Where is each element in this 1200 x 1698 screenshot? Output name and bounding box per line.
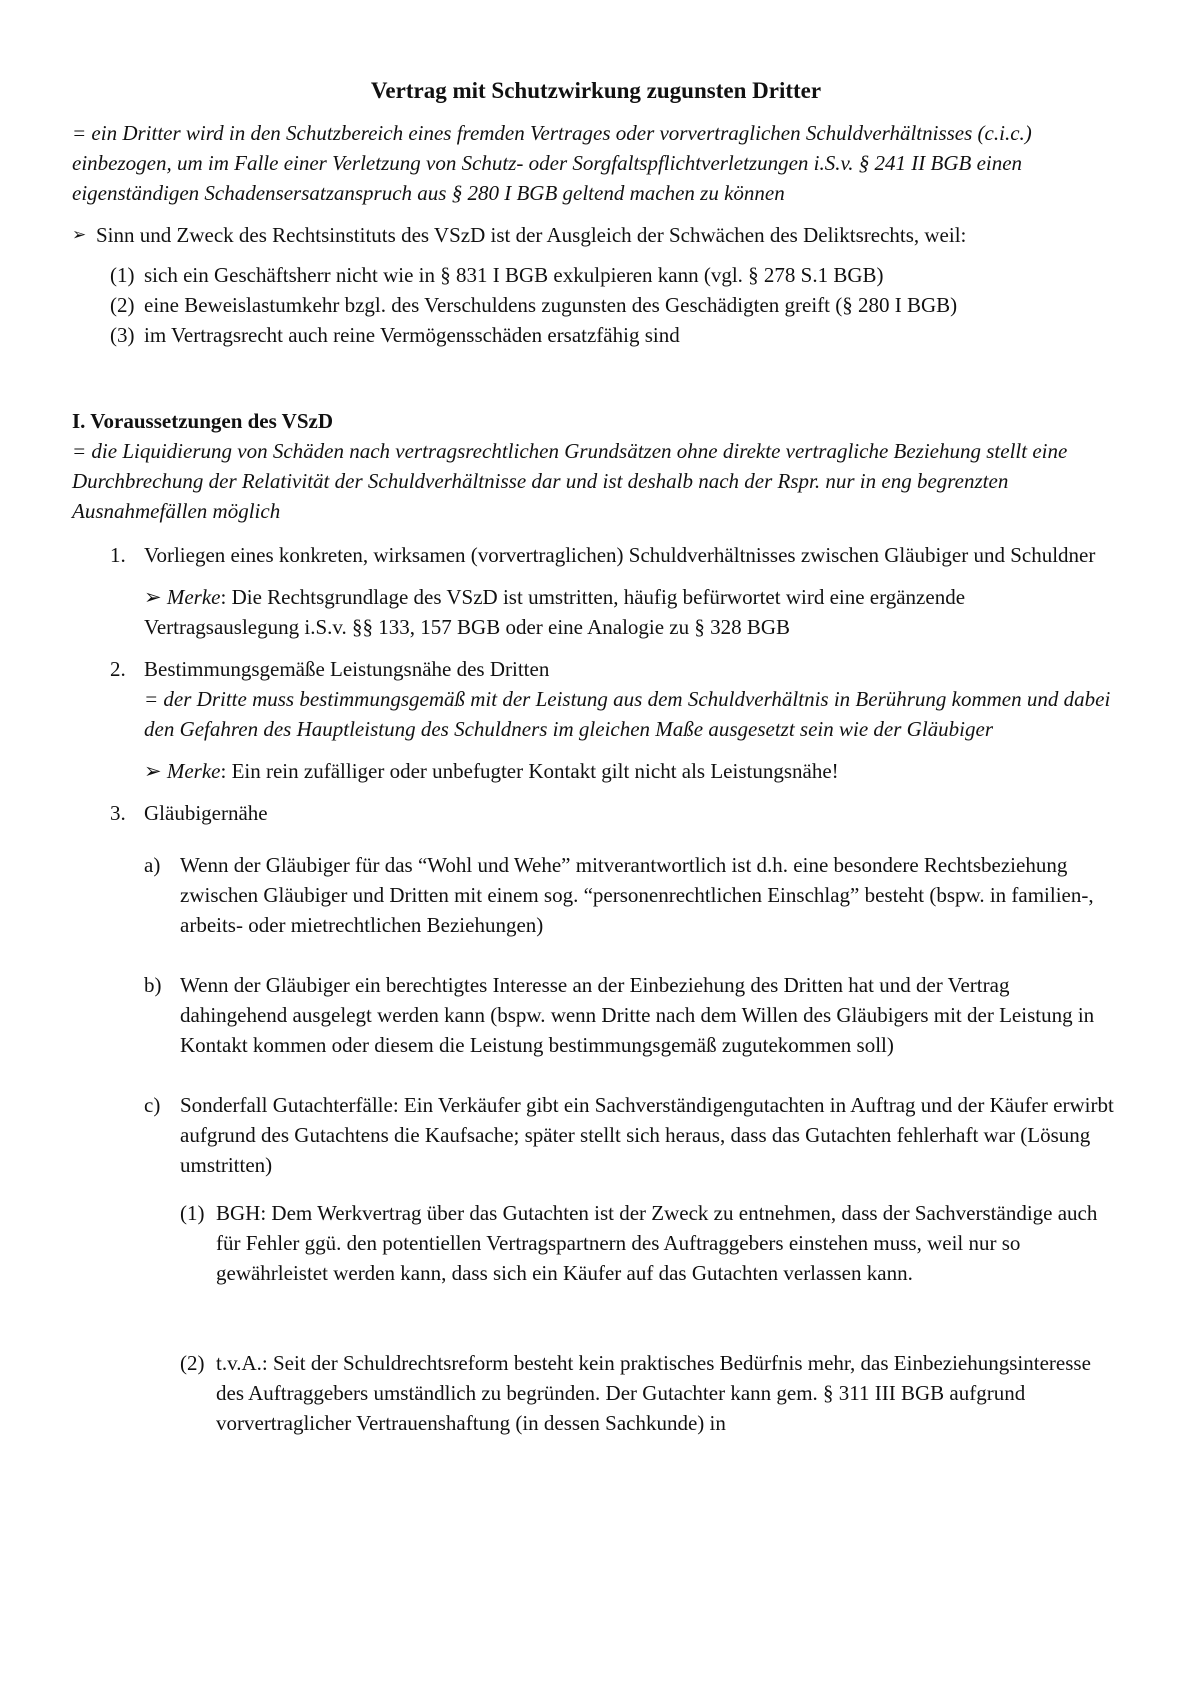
list-item-text: eine Beweislastumkehr bzgl. des Verschuldens zugunsten des Geschädigten greift (§ 280 I BGB) [144,293,958,317]
page-title: Vertrag mit Schutzwirkung zugunsten Dritter [370,78,822,103]
requirement-text: Bestimmungsgemäße Leistungsnähe des Dritten [144,657,550,681]
list-item-label: (2) [110,293,135,317]
merke-text: : Ein rein zufälliger oder unbefugter Kontakt gilt nicht als Leistungsnähe! [220,759,839,783]
requirement-item [110,540,1120,642]
purpose-text: Sinn und Zweck des Rechtsinstituts des VSzD ist der Ausgleich der Schwächen des Deliktsrechts, weil: [96,223,967,247]
list-item-label: (3) [110,323,135,347]
arrow-bullet-icon: ➢ [144,585,162,609]
definition-text: = ein Dritter wird in den Schutzbereich eines fremden Vertrages oder vorvertraglichen Schuldverhältnisses (c.i.c.) einbezogen, um im Falle einer Verletzung von Schutz- oder Sorgfaltspflichtverletzungen i.S.v. § 241 II BGB einen eigenständigen Schadensersatzanspruch aus § 280 I BGB geltend machen zu können [72,121,1032,205]
arrow-bullet-icon: ➢ [144,759,162,783]
sub-item-text: Wenn der Gläubiger ein berechtigtes Interesse an der Einbeziehung des Dritten hat und der Vertrag dahingehend ausgelegt werden kann (bspw. wenn Dritte nach dem Willen des Gläubigers mit der Leistung in Kontakt kommen oder diesem die Leistung bestimmungsgemäß zugutekommen soll) [180,973,1095,1057]
sub-item-text: Sonderfall Gutachterfälle: Ein Verkäufer gibt ein Sachverständigengutachten in Auftrag und der Käufer erwirbt aufgrund des Gutachtens die Kaufsache; später stellt sich heraus, dass das Gutachten fehlerhaft war (Lösung umstritten) [180,1093,1114,1177]
merke-label: Merke [166,585,221,609]
opinion-text: t.v.A.: Seit der Schuldrechtsreform besteht kein praktisches Bedürfnis mehr, das Einbeziehungsinteresse des Auftraggebers umständlich zu begründen. Der Gutachter kann gem. § 311 III BGB aufgrund vorvertraglicher Vertrauenshaftung (in dessen Sachkunde) in [216,1351,1091,1435]
sub-item-label: b) [144,973,162,997]
sub-item-text: Wenn der Gläubiger für das “Wohl und Wehe” mitverantwortlich ist d.h. eine besondere Rechtsbeziehung zwischen Gläubiger und Dritten mit einem sog. “personenrechtlichen Einschlag” besteht (bspw. in familien-, arbeits- oder mietrechtlichen Beziehungen) [180,853,1094,937]
merke-text: : Die Rechtsgrundlage des VSzD ist umstritten, häufig befürwortet wird eine ergänzende Vertragsauslegung i.S.v. §§ 133, 157 BGB oder eine Analogie zu § 328 BGB [144,585,966,639]
merke-note [144,756,1120,786]
opinion-list [180,1198,1120,1438]
requirement-number: 2. [110,657,126,681]
requirement-text: Gläubigernähe [144,801,268,825]
requirement-definition: = der Dritte muss bestimmungsgemäß mit der Leistung aus dem Schuldverhältnis in Berührung kommen und dabei den Gefahren des Hauptleistung des Schuldners im gleichen Maße ausgesetzt sein wie der Gläubiger [144,687,1111,741]
section-definition: = die Liquidierung von Schäden nach vertragsrechtlichen Grundsätzen ohne direkte vertragliche Beziehung stellt eine Durchbrechung der Relativität der Schuldverhältnisse dar und ist deshalb nach der Rspr. nur in eng begrenzten Ausnahmefällen möglich [72,439,1068,523]
opinion-label: (1) [180,1201,205,1225]
requirement-number: 1. [110,543,126,567]
sub-item [144,850,1120,940]
purpose-list [110,260,1120,350]
list-item [110,290,1120,320]
sub-item [144,1090,1120,1180]
opinion-item [180,1198,1120,1288]
requirements-list [110,540,1120,1438]
requirement-number: 3. [110,801,126,825]
opinion-label: (2) [180,1351,205,1375]
purpose-bullet [72,220,1120,250]
sub-item-label: c) [144,1093,161,1117]
sub-item-label: a) [144,853,161,877]
list-item [110,260,1120,290]
requirement-item [110,654,1120,786]
list-item [110,320,1120,350]
requirement-item [110,798,1120,1438]
merke-note [144,582,1120,642]
arrow-bullet-icon: ➢ [72,225,87,244]
list-item-text: im Vertragsrecht auch reine Vermögensschäden ersatzfähig sind [144,323,680,347]
requirement-text: Vorliegen eines konkreten, wirksamen (vorvertraglichen) Schuldverhältnisses zwischen Gläubiger und Schuldner [144,543,1096,567]
merke-label: Merke [166,759,221,783]
sub-list [144,850,1120,1438]
opinion-text: BGH: Dem Werkvertrag über das Gutachten ist der Zweck zu entnehmen, dass der Sachverständige auch für Fehler ggü. den potentiellen Vertragspartnern des Auftraggebers einstehen muss, weil nur so gewährleistet werden kann, dass sich ein Käufer auf das Gutachten verlassen kann. [216,1201,1098,1285]
document-page [72,72,1120,1450]
sub-item [144,970,1120,1060]
list-item-label: (1) [110,263,135,287]
list-item-text: sich ein Geschäftsherr nicht wie in § 831 I BGB exkulpieren kann (vgl. § 278 S.1 BGB) [144,263,884,287]
opinion-item [180,1348,1120,1438]
section-heading: I. Voraussetzungen des VSzD [72,409,333,433]
